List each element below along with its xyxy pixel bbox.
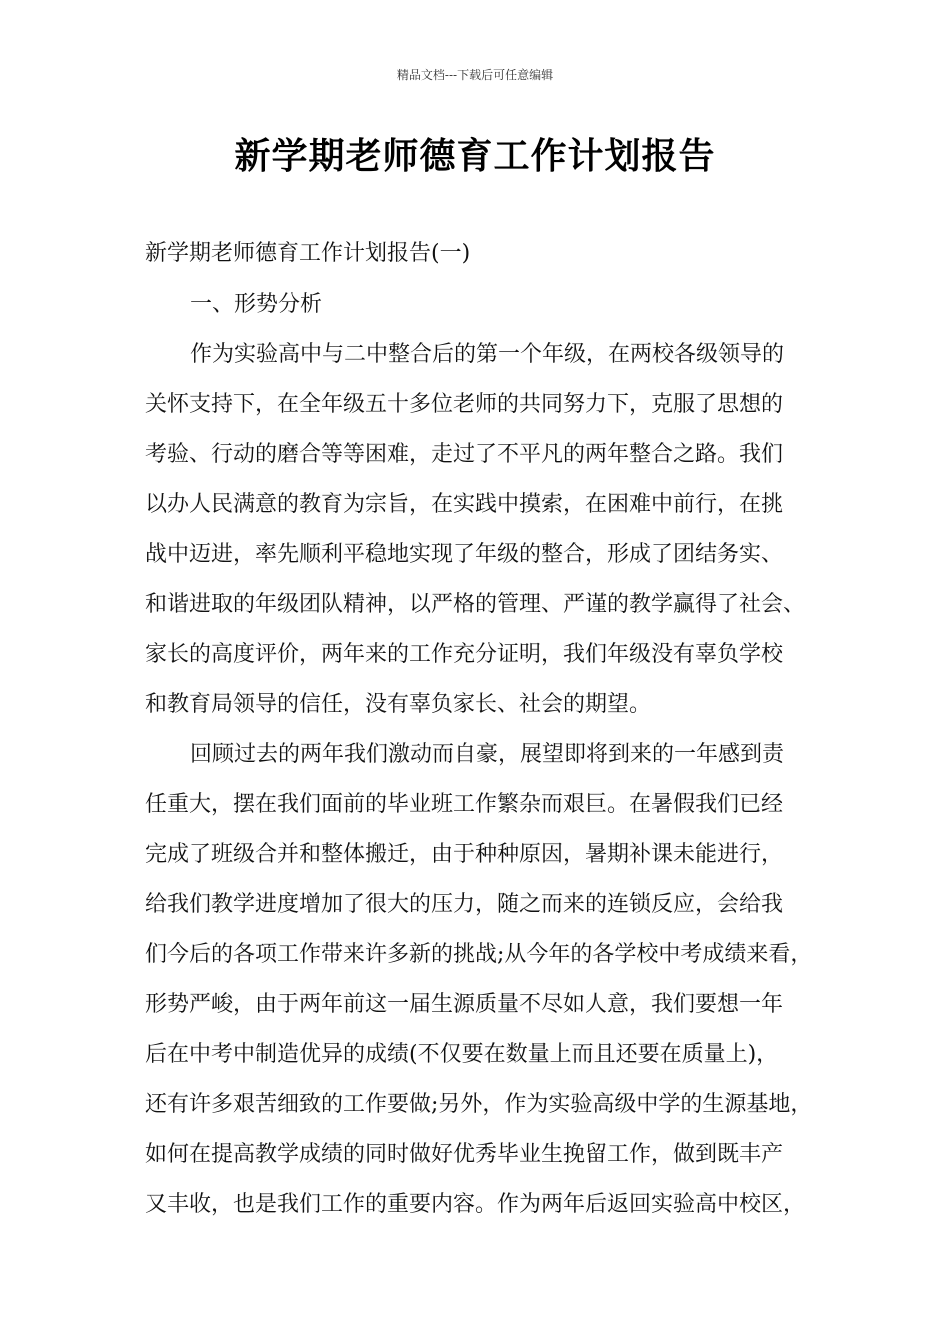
paragraph-line: 回顾过去的两年我们激动而自豪，展望即将到来的一年感到责 — [190, 742, 785, 767]
paragraph-line: 考验、行动的磨合等等困难，走过了不平凡的两年整合之路。我们 — [145, 442, 784, 467]
paragraph-line: 和谐进取的年级团队精神，以严格的管理、严谨的教学赢得了社会、 — [145, 592, 806, 617]
paragraph-line: 完成了班级合并和整体搬迁，由于种种原因，暑期补课未能进行， — [145, 842, 784, 867]
paragraph-line: 和教育局领导的信任，没有辜负家长、社会的期望。 — [145, 692, 652, 717]
paragraph-line: 们今后的各项工作带来许多新的挑战;从今年的各学校中考成绩来看， — [145, 942, 813, 967]
paragraph-line: 形势严峻，由于两年前这一届生源质量不尽如人意，我们要想一年 — [145, 992, 784, 1017]
header-note: 精品文档---下载后可任意编辑 — [396, 68, 554, 82]
paragraph-line: 以办人民满意的教育为宗旨，在实践中摸索，在困难中前行，在挑 — [145, 492, 784, 517]
paragraph-line: 战中迈进，率先顺利平稳地实现了年级的整合，形成了团结务实、 — [145, 542, 784, 567]
section-subtitle: 新学期老师德育工作计划报告(一) — [145, 241, 471, 266]
paragraph-line: 作为实验高中与二中整合后的第一个年级，在两校各级领导的 — [190, 342, 785, 367]
paragraph-line: 又丰收，也是我们工作的重要内容。作为两年后返回实验高中校区， — [145, 1192, 806, 1217]
paragraph-line: 如何在提高教学成绩的同时做好优秀毕业生挽留工作，做到既丰产 — [145, 1142, 784, 1167]
paragraph-line: 给我们教学进度增加了很大的压力，随之而来的连锁反应，会给我 — [145, 892, 784, 917]
paragraph-line: 后在中考中制造优异的成绩(不仅要在数量上而且还要在质量上)， — [145, 1042, 779, 1067]
paragraph-line: 家长的高度评价，两年来的工作充分证明，我们年级没有辜负学校 — [145, 642, 784, 667]
paragraph-line: 关怀支持下，在全年级五十多位老师的共同努力下，克服了思想的 — [145, 392, 784, 417]
section-heading: 一、形势分析 — [190, 292, 323, 317]
document-title: 新学期老师德育工作计划报告 — [234, 135, 716, 177]
paragraph-line: 任重大，摆在我们面前的毕业班工作繁杂而艰巨。在暑假我们已经 — [145, 792, 784, 817]
paragraph-line: 还有许多艰苦细致的工作要做;另外，作为实验高级中学的生源基地， — [145, 1092, 813, 1117]
